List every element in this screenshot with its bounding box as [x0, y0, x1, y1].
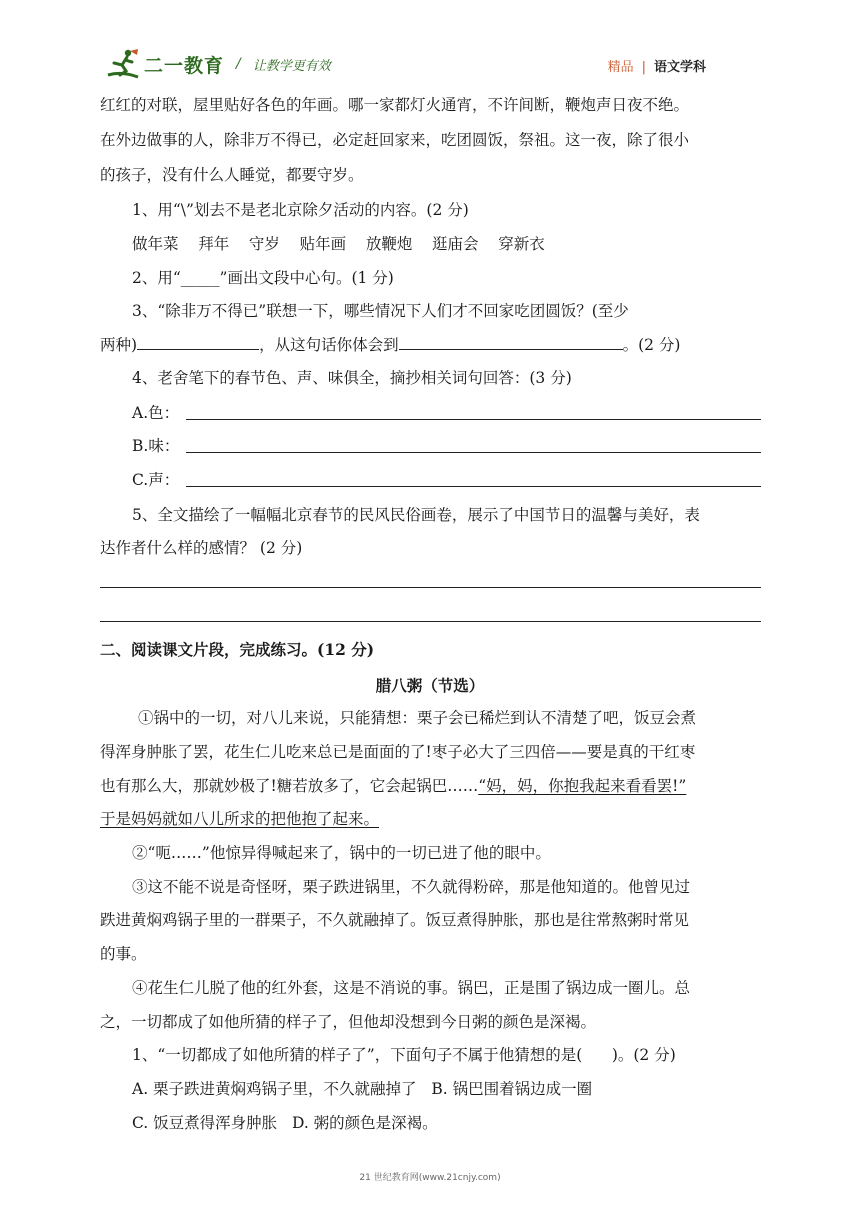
subject-label: 语文学科: [653, 60, 706, 75]
brand-logo: [104, 46, 331, 82]
paragraph-line: 之，一切都成了如他所猜的样子了，但他却没想到今日粥的颜色是深褐。: [100, 1013, 597, 1031]
paragraph-line: [100, 776, 686, 796]
question-4-c: C.声：: [132, 471, 180, 489]
question-1-options-ab: A. 栗子跌进黄焖鸡锅子里，不久就融掉了 B. 锅巴围着锅边成一圈: [132, 1080, 593, 1098]
passage-title: 腊八粥（节选）: [375, 676, 485, 695]
question-1-options: 做年菜 拜年 守岁 贴年画 放鞭炮 逛庙会 穿新衣: [132, 235, 545, 253]
passage-line: 的孩子，没有什么人睡觉，都要守岁。: [100, 166, 364, 184]
logo-slash: /: [236, 56, 241, 72]
logo-text: 二一教育: [144, 54, 225, 77]
passage-line: 红红的对联，屋里贴好各色的年画。哪一家都灯火通宵，不许间断，鞭炮声日夜不绝。: [100, 96, 690, 114]
answer-blank[interactable]: [399, 334, 623, 350]
paragraph-line: ①锅中的一切，对八儿来说，只能猜想：栗子会已稀烂到认不清楚了吧，饭豆会煮: [138, 709, 697, 727]
underlined-sentence: “妈，妈，你抱我起来看看罢!”: [478, 777, 687, 795]
answer-line[interactable]: [186, 452, 761, 453]
logo-slogan: 让教学更有效: [252, 58, 331, 74]
paragraph-line: 得浑身肿胀了罢，花生仁儿吃来总已是面面的了!枣子必大了三四倍——要是真的干红枣: [100, 743, 696, 761]
q3-part-a: 两种): [100, 336, 138, 354]
q3-part-c: 。(2 分): [622, 336, 681, 354]
question-5: 5、全文描绘了一幅幅北京春节的民风民俗画卷，展示了中国节日的温馨与美好，表: [132, 506, 700, 524]
question-2: 2、用“_____”画出文段中心句。(1 分): [132, 269, 394, 287]
paragraph-line: ②“呃……”他惊异得喊起来了，锅中的一切已进了他的眼中。: [132, 844, 551, 862]
answer-line[interactable]: [186, 486, 761, 487]
question-1: 1、“一切都成了如他所猜的样子了”，下面句子不属于他猜想的是( )。(2 分): [132, 1046, 676, 1064]
answer-line[interactable]: [186, 419, 761, 420]
paragraph-line: 的事。: [100, 945, 147, 963]
question-4-b: B.味：: [132, 437, 180, 455]
passage-line: 在外边做事的人，除非万不得已，必定赶回家来，吃团圆饭，祭祖。这一夜，除了很小: [100, 131, 690, 149]
paragraph-line: 跌进黄焖鸡锅子里的一群栗子，不久就融掉了。饭豆煮得肿胀，那也是往常熬粥时常见: [100, 911, 690, 929]
question-3-continued: [100, 334, 680, 355]
running-figure-icon: [104, 47, 142, 81]
paragraph-text: 也有那么大，那就妙极了!糖若放多了，它会起锅巴……: [100, 777, 479, 795]
answer-line[interactable]: [100, 587, 761, 588]
underlined-sentence: 于是妈妈就如八儿所求的把他抱了起来。: [100, 810, 380, 828]
question-4-a: A.色：: [132, 404, 180, 422]
question-3: 3、“除非万不得已”联想一下，哪些情况下人们才不回家吃团圆饭？(至少: [132, 302, 629, 320]
section-heading: 二、阅读课文片段，完成练习。(12 分): [100, 640, 375, 659]
question-1-options-cd: C. 饭豆煮得浑身肿胀 D. 粥的颜色是深褐。: [132, 1114, 438, 1132]
answer-line[interactable]: [100, 621, 761, 622]
question-4: 4、老舍笔下的春节色、声、味俱全，摘抄相关词句回答：(3 分): [132, 369, 572, 387]
paragraph-line: ④花生仁儿脱了他的红外套，这是不消说的事。锅巴，正是围了锅边成一圈儿。总: [132, 979, 691, 997]
answer-blank[interactable]: [137, 334, 259, 350]
q3-part-b: ，从这句话你体会到: [259, 336, 399, 354]
quality-label: 精品: [607, 60, 634, 75]
paragraph-line: ③这不能不说是奇怪呀，栗子跌进锅里，不久就得粉碎，那是他知道的。他曾见过: [132, 878, 691, 896]
header-subject: [608, 56, 706, 75]
header-separator: |: [641, 60, 646, 75]
question-1: 1、用“\”划去不是老北京除夕活动的内容。(2 分): [132, 201, 469, 219]
footer-text: 21 世纪教育网(www.21cnjy.com): [359, 1173, 501, 1183]
question-5-continued: 达作者什么样的感情？ (2 分): [100, 539, 303, 557]
